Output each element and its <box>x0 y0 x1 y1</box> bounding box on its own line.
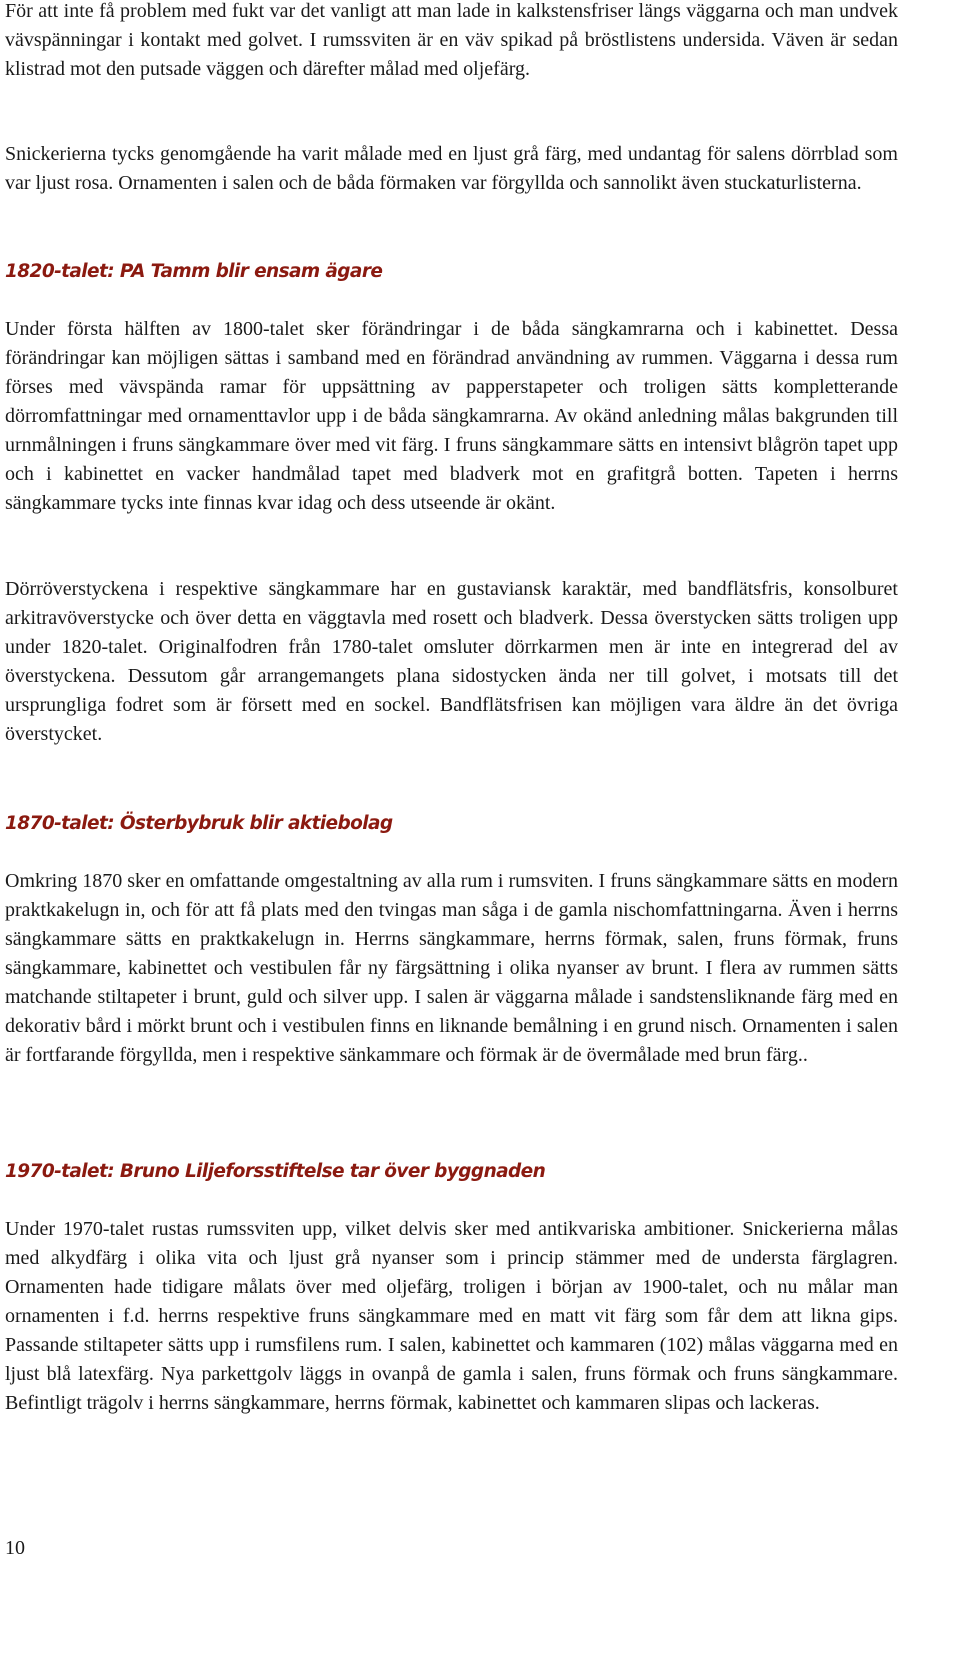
paragraph-1820-changes: Under första hälften av 1800-talet sker förändringar i de båda sängkamrarna och i kabinettet. Dessa förändringar kan möjligen sättas i samband med en förändrad användning av rummen. Väggarna i dessa rum förses med vävspända ramar för uppsättning av papperstapeter och troligen sätts kompletterande dörromfattningar med ornamenttavlor upp i de båda sängkamrarna. Av okänd anledning målas bakgrunden till urnmålningen i fruns sängkammare över med vit färg. I fruns sängkammare sätts en intensivt blågrön tapet upp och i kabinettet en vacker handmålad tapet med bladverk mot en grafitgrå botten. Tapeten i herrns sängkammare tycks inte finnas kvar idag och dess utseende är okänt. <box>5 318 898 514</box>
paragraph-door-overpieces: Dörröverstyckena i respektive sängkammare har en gustaviansk karaktär, med bandflätsfris, konsolburet arkitravöverstycke och över detta en väggtavla med rosett och bladverk. Dessa överstycken sätts troligen upp under 1820-talet. Originalfodren från 1780-talet omsluter dörrkarmen men är inte en integrerad del av överstyckena. Dessutom går arrangemangets plana sidostycken ända ner till golvet, i motsats till det ursprungliga fodret som är försett med en sockel. Bandflätsfrisen kan möjligen vara äldre än det övriga överstycket. <box>5 578 898 745</box>
paragraph-1970-changes: Under 1970-talet rustas rumssviten upp, vilket delvis sker med antikvariska ambitioner. Snickerierna målas med alkydfärg i olika vita och ljust grå nyanser som i princip stämmer med de understa färglagren. Ornamenten hade tidigare målats över med oljefärg, troligen i början av 1900-talet, och nu målar man ornamenten i f.d. herrns respektive fruns sängkammare med en matt vit färg som får dem att likna gips. Passande stiltapeter sätts upp i rumsfilens rum. I salen, kabinettet och kammaren (102) målas väggarna med en ljust blå latexfärg. Nya parkettgolv läggs in ovanpå de gamla i salen, fruns förmak och fruns sängkammare. Befintligt trägolv i herrns sängkammare, herrns förmak, kabinettet och kammaren slipas och lackeras. <box>5 1218 898 1414</box>
section-heading-1820: 1820-talet: PA Tamm blir ensam ägare <box>5 261 383 282</box>
paragraph-1870-changes: Omkring 1870 sker en omfattande omgestaltning av alla rum i rumsviten. I fruns sängkammare sätts en modern praktkakelugn in, och för att få plats med den tvingas man såga i de gamla nischomfattningarna. Även i herrns sängkammare sätts en praktkakelugn in. Herrns sängkammare, herrns förmak, salen, fruns förmak, fruns sängkammare, kabinettet och vestibulen får ny färgsättning i olika nyanser av brunt. I flera av rummen sätts matchande stiltapeter i brunt, guld och silver upp. I salen är väggarna målade i sandstensliknande färg med en dekorativ bård i mörkt brunt och i vestibulen finns en liknande bemålning i en grund nisch. Ornamenten i salen är fortfarande förgyllda, men i respektive sänkammare och förmak är de övermålade med brun färg.. <box>5 870 898 1066</box>
paragraph-joinery-colors: Snickerierna tycks genomgående ha varit målade med en ljust grå färg, med undantag för salens dörrblad som var ljust rosa. Ornamenten i salen och de båda förmaken var förgyllda och sannolikt även stuckaturlisterna. <box>5 143 898 194</box>
paragraph-wall-fabric: För att inte få problem med fukt var det vanligt att man lade in kalkstensfriser längs väggarna och man undvek vävspänningar i kontakt med golvet. I rumssviten är en väv spikad på bröstlistens undersida. Väven är sedan klistrad mot den putsade väggen och därefter målad med oljefärg. <box>5 0 898 80</box>
section-heading-1970: 1970-talet: Bruno Liljeforsstiftelse tar över byggnaden <box>5 1161 546 1182</box>
page-number: 10 <box>5 1537 25 1559</box>
section-heading-1870: 1870-talet: Österbybruk blir aktiebolag <box>5 813 393 834</box>
